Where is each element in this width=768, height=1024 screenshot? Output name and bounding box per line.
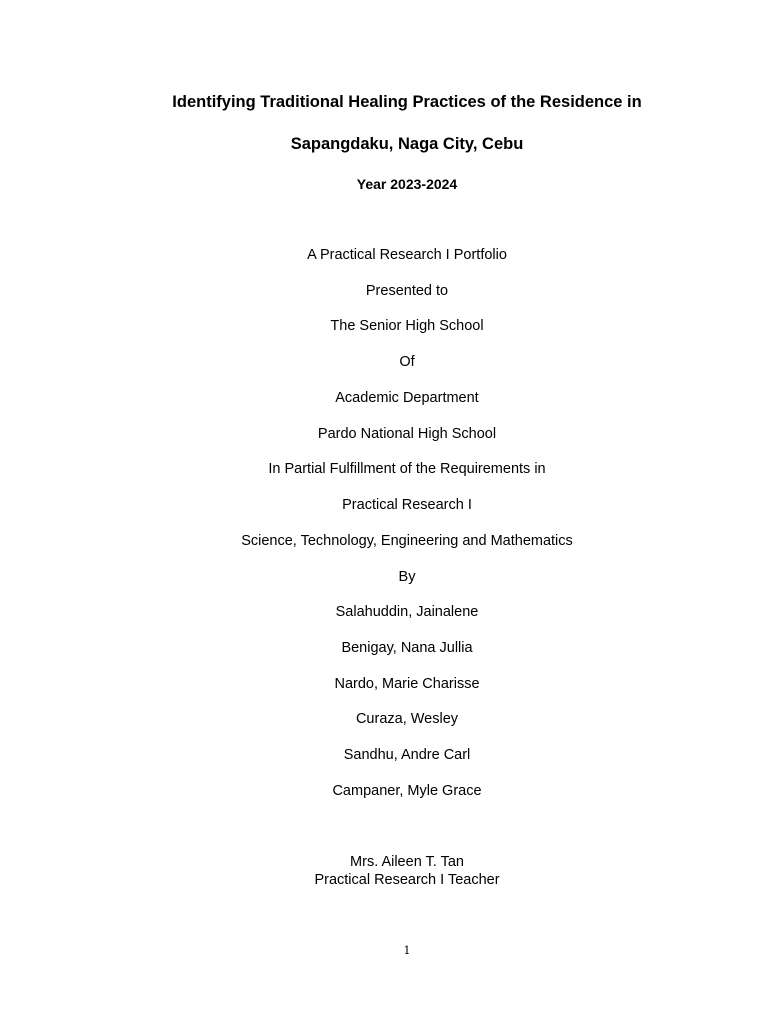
requirements-line: In Partial Fulfillment of the Requirements in: [268, 461, 546, 477]
author-name: Sandhu, Andre Carl: [343, 747, 471, 763]
portfolio-line: A Practical Research I Portfolio: [307, 247, 507, 263]
year-line: Year 2023-2024: [356, 176, 458, 192]
title-line-2: Sapangdaku, Naga City, Cebu: [290, 135, 524, 153]
author-name: Curaza, Wesley: [355, 711, 459, 727]
author-name: Campaner, Myle Grace: [332, 783, 482, 799]
presented-to-line: Presented to: [365, 283, 449, 299]
teacher-name: Mrs. Aileen T. Tan: [350, 854, 464, 870]
page-number: 1: [403, 944, 411, 957]
department-line: Academic Department: [335, 390, 479, 406]
school-line: The Senior High School: [330, 318, 484, 334]
strand-line: Science, Technology, Engineering and Mathematics: [241, 533, 573, 549]
author-name: Salahuddin, Jainalene: [335, 604, 479, 620]
by-line: By: [398, 569, 416, 585]
title-line-1: Identifying Traditional Healing Practices of the Residence in: [172, 93, 642, 111]
of-line: Of: [399, 354, 415, 370]
teacher-role: Practical Research I Teacher: [314, 872, 500, 888]
course-line: Practical Research I: [342, 497, 472, 513]
high-school-line: Pardo National High School: [317, 426, 497, 442]
author-name: Nardo, Marie Charisse: [334, 676, 480, 692]
author-name: Benigay, Nana Jullia: [341, 640, 473, 656]
